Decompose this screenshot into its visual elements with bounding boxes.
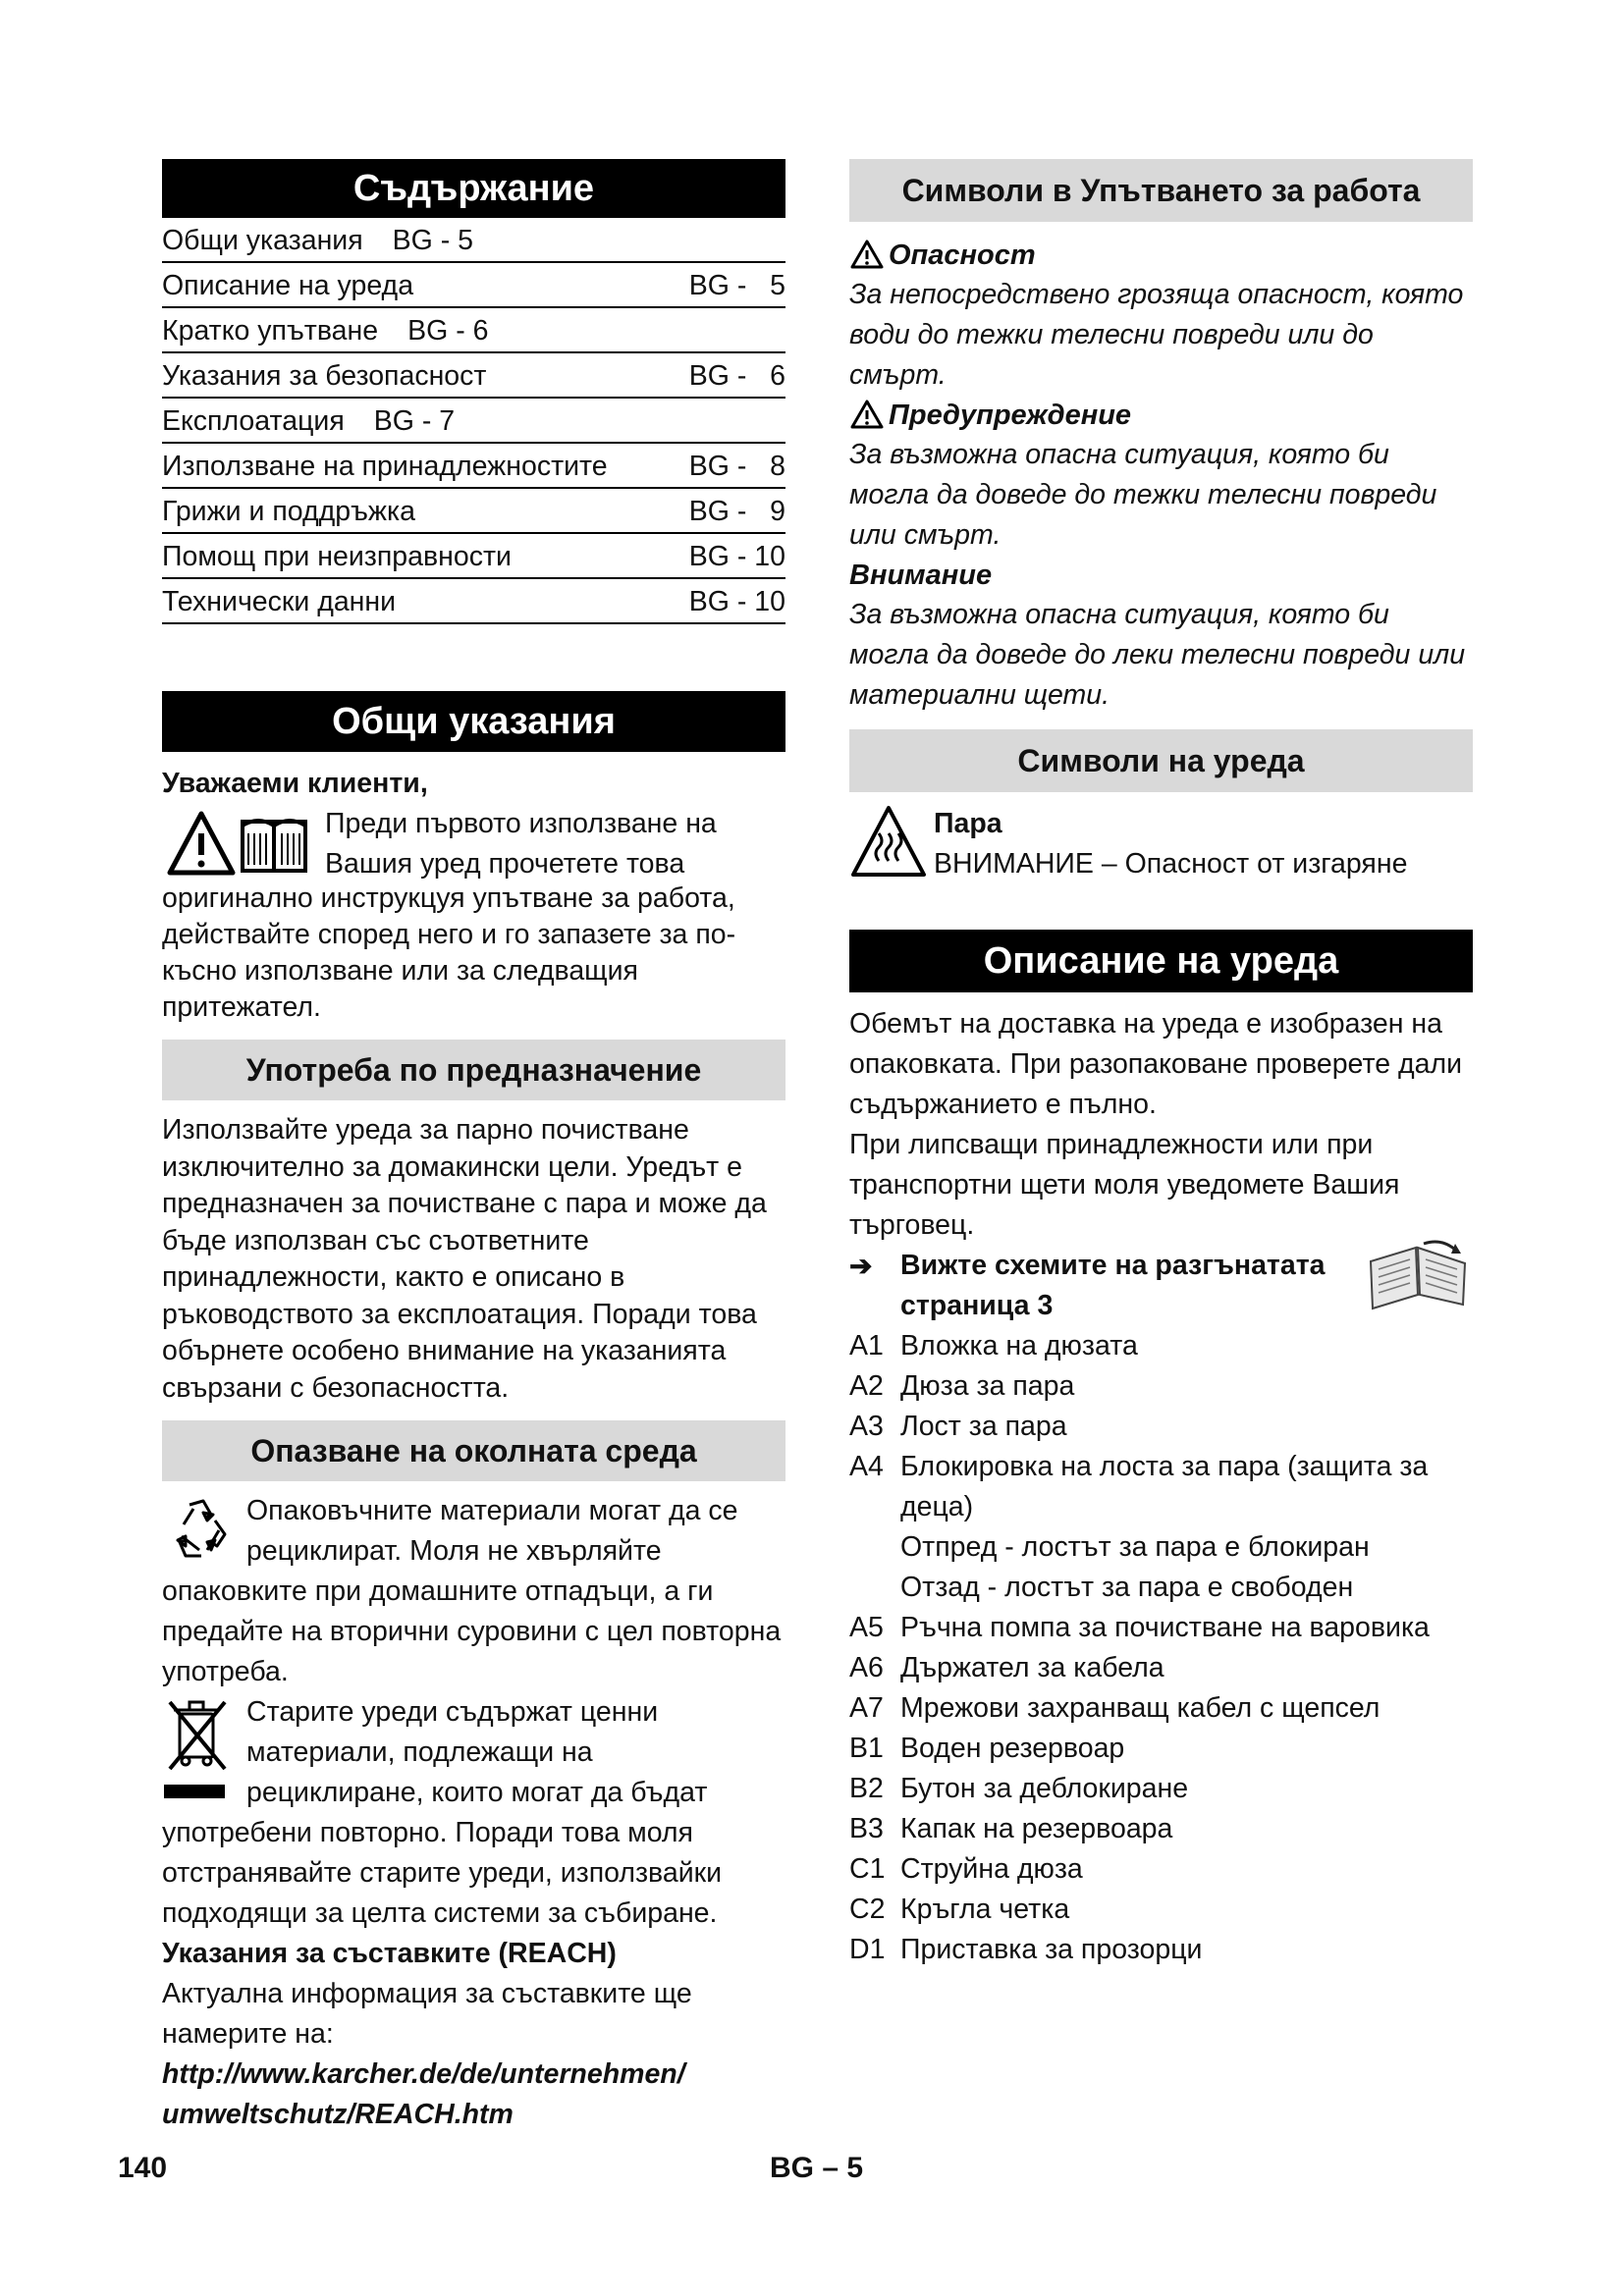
part-code bbox=[849, 1527, 900, 1568]
toc-page: BG - 5 bbox=[688, 270, 785, 301]
toc-label: Общи указания bbox=[162, 225, 363, 256]
part-code: A4 bbox=[849, 1451, 884, 1482]
part-name: Воден резервоар bbox=[900, 1733, 1125, 1764]
toc-label: Грижи и поддръжка bbox=[162, 496, 415, 527]
list-item bbox=[849, 1527, 1473, 1568]
right-column bbox=[849, 159, 1473, 1970]
steam-block bbox=[849, 804, 1473, 884]
toc-row[interactable] bbox=[162, 489, 785, 534]
part-code: B3 bbox=[849, 1813, 884, 1844]
toc-row[interactable] bbox=[162, 534, 785, 579]
toc-label: Кратко упътване bbox=[162, 315, 379, 347]
steam-text: ВНИМАНИЕ – Опасност от изгаряне bbox=[934, 848, 1408, 880]
part-code: C2 bbox=[849, 1894, 886, 1925]
toc-label: Помощ при неизправности bbox=[162, 541, 512, 572]
page-label: BG – 5 bbox=[770, 2152, 864, 2184]
toc-label: Използване на принадлежностите bbox=[162, 451, 608, 482]
intended-use-title: Употреба по предназначение bbox=[162, 1040, 785, 1100]
weee-line-3: рециклиране, които могат да бъдат bbox=[246, 1777, 708, 1808]
toc-row[interactable] bbox=[162, 353, 785, 399]
toc-page: BG - 8 bbox=[688, 451, 785, 482]
warning-heading bbox=[849, 396, 1473, 435]
part-code: A1 bbox=[849, 1330, 884, 1362]
description-text-1: Обемът на доставка на уреда е изобразен на опаковката. При разопаковане проверете дали съдържанието е пълно. bbox=[849, 1008, 1462, 1120]
caution-text: За възможна опасна ситуация, която би могла да доведе до леки телесни повреди или материални щети. bbox=[849, 599, 1466, 711]
read-manual-icon bbox=[162, 804, 319, 884]
recycle-line-2: рециклират. Моля не хвърляйте bbox=[246, 1535, 662, 1567]
list-item bbox=[849, 1809, 1473, 1849]
warning-triangle-icon bbox=[849, 239, 889, 272]
list-item bbox=[849, 1769, 1473, 1809]
warning-label: Предупреждение bbox=[889, 400, 1132, 431]
caution-label: Внимание bbox=[849, 560, 993, 591]
part-code: A5 bbox=[849, 1612, 884, 1643]
greeting: Уважаеми клиенти, bbox=[162, 768, 428, 799]
part-name: Ръчна помпа за почистване на варовика bbox=[900, 1612, 1430, 1643]
list-item bbox=[849, 1568, 1473, 1608]
part-name: Капак на резервоара bbox=[900, 1813, 1173, 1844]
description-title: Описание на уреда bbox=[849, 930, 1473, 992]
crossed-bin-icon bbox=[162, 1692, 241, 1813]
toc-row[interactable] bbox=[162, 399, 785, 444]
list-item bbox=[849, 1849, 1473, 1890]
danger-label: Опасност bbox=[889, 240, 1036, 271]
table-of-contents bbox=[162, 218, 785, 624]
left-column bbox=[162, 159, 785, 2135]
weee-text: употребени повторно. Поради това моля отстранявайте старите уреди, използвайки подходящи за целта системи за събиране. bbox=[162, 1817, 723, 1929]
manual-symbols-title: Символи в Упътването за работа bbox=[849, 159, 1473, 222]
part-code: A6 bbox=[849, 1652, 884, 1683]
weee-line-1: Старите уреди съдържат ценни bbox=[246, 1696, 659, 1728]
see-line-2: страница 3 bbox=[900, 1290, 1054, 1321]
reach-url-line-2[interactable]: umweltschutz/REACH.htm bbox=[162, 2099, 514, 2130]
recycle-text: опаковките при домашните отпадъци, а ги предайте на вторични суровини с цел повторна употреба. bbox=[162, 1575, 782, 1687]
see-figures bbox=[849, 1246, 1473, 1326]
toc-row[interactable] bbox=[162, 218, 785, 263]
part-code: A2 bbox=[849, 1370, 884, 1402]
reach-url-line-1[interactable]: http://www.karcher.de/de/unternehmen/ bbox=[162, 2058, 685, 2090]
parts-list bbox=[849, 1326, 1473, 1970]
list-item bbox=[849, 1890, 1473, 1930]
part-name: Бутон за деблокиране bbox=[900, 1773, 1189, 1804]
toc-page: BG - 6 bbox=[407, 315, 489, 347]
list-item bbox=[849, 1729, 1473, 1769]
list-item bbox=[849, 1930, 1473, 1970]
toc-page: BG - 5 bbox=[392, 225, 474, 256]
toc-title: Съдържание bbox=[162, 159, 785, 218]
part-name: Кръгла четка bbox=[900, 1894, 1070, 1925]
toc-label: Указания за безопасност bbox=[162, 360, 487, 392]
intro-line-2: Вашия уред прочетете това bbox=[325, 848, 685, 880]
weee-line-2: материали, подлежащи на bbox=[246, 1736, 593, 1768]
arrow-right-icon: ➔ bbox=[849, 1251, 873, 1281]
reach-text: Актуална информация за съставките ще намерите на: bbox=[162, 1978, 692, 2050]
environment-title: Опазване на околната среда bbox=[162, 1420, 785, 1481]
intended-use-text: Използвайте уреда за парно почистване изключително за домакински цели. Уредът е предназначен за почистване с пара и може да бъде използван със съответните принадлежности, както е описано в ръководството за експлоатация. Поради това обърнете особено внимание на указанията свързани с безопасността. bbox=[162, 1114, 767, 1404]
part-name: Струйна дюза bbox=[900, 1853, 1083, 1885]
danger-heading bbox=[849, 236, 1473, 275]
toc-page: BG - 7 bbox=[373, 405, 456, 437]
part-code: B1 bbox=[849, 1733, 884, 1764]
part-code: A7 bbox=[849, 1692, 884, 1724]
weee-block bbox=[162, 1692, 785, 1813]
part-name: Приставка за прозорци bbox=[900, 1934, 1203, 1965]
toc-label: Експлоатация bbox=[162, 405, 345, 437]
toc-label: Технически данни bbox=[162, 586, 397, 617]
steam-label: Пара bbox=[934, 808, 1002, 839]
toc-row[interactable] bbox=[162, 263, 785, 308]
list-item bbox=[849, 1407, 1473, 1447]
page-number: 140 bbox=[118, 2152, 168, 2184]
part-code: D1 bbox=[849, 1934, 886, 1965]
toc-label: Описание на уреда bbox=[162, 270, 414, 301]
see-line-1: Вижте схемите на разгънатата bbox=[900, 1250, 1326, 1281]
list-item bbox=[849, 1648, 1473, 1688]
part-code: A3 bbox=[849, 1411, 884, 1442]
foldout-page-icon bbox=[1365, 1240, 1473, 1312]
hot-steam-icon bbox=[849, 804, 934, 884]
part-name: Дюза за пара bbox=[900, 1370, 1075, 1402]
danger-text: За непосредствено грозяща опасност, която води до тежки телесни повреди или до смърт. bbox=[849, 279, 1464, 391]
warning-text: За възможна опасна ситуация, която би могла да доведе до тежки телесни повреди или смърт. bbox=[849, 439, 1437, 551]
toc-page: BG - 10 bbox=[688, 586, 785, 617]
toc-page: BG - 10 bbox=[688, 541, 785, 572]
part-code: C1 bbox=[849, 1853, 886, 1885]
recycling-icon bbox=[162, 1491, 241, 1572]
list-item bbox=[849, 1326, 1473, 1366]
list-item bbox=[849, 1366, 1473, 1407]
toc-row[interactable] bbox=[162, 579, 785, 624]
general-title: Общи указания bbox=[162, 691, 785, 752]
part-name: Вложка на дюзата bbox=[900, 1330, 1138, 1362]
list-item bbox=[849, 1688, 1473, 1729]
toc-row[interactable] bbox=[162, 444, 785, 489]
intro-line-1: Преди първото използване на bbox=[325, 808, 717, 839]
reach-title: Указания за съставките (REACH) bbox=[162, 1938, 617, 1969]
part-name: Блокировка на лоста за пара (защита за деца) bbox=[900, 1451, 1429, 1522]
toc-page: BG - 6 bbox=[688, 360, 785, 392]
device-symbols-title: Символи на уреда bbox=[849, 729, 1473, 792]
part-name: Отзад - лостът за пара е свободен bbox=[900, 1572, 1354, 1603]
recycle-block bbox=[162, 1491, 785, 1572]
part-code bbox=[849, 1568, 900, 1608]
part-name: Лост за пара bbox=[900, 1411, 1067, 1442]
part-name: Отпред - лостът за пара е блокиран bbox=[900, 1531, 1370, 1563]
list-item bbox=[849, 1447, 1473, 1527]
recycle-line-1: Опаковъчните материали могат да се bbox=[246, 1495, 738, 1526]
intro-text: оригинално инструкцуя упътване за работа, действайте според него и го запазете за по-късно използване или за следващия притежател. bbox=[162, 882, 736, 1023]
list-item bbox=[849, 1608, 1473, 1648]
toc-row[interactable] bbox=[162, 308, 785, 353]
part-name: Мрежови захранващ кабел с щепсел bbox=[900, 1692, 1380, 1724]
toc-page: BG - 9 bbox=[688, 496, 785, 527]
part-name: Държател за кабела bbox=[900, 1652, 1164, 1683]
part-code: B2 bbox=[849, 1773, 884, 1804]
warning-triangle-icon bbox=[849, 399, 889, 432]
intro-block bbox=[162, 804, 785, 884]
description-text-2: При липсващи принадлежности или при транспортни щети моля уведомете Вашия търговец. bbox=[849, 1129, 1400, 1241]
